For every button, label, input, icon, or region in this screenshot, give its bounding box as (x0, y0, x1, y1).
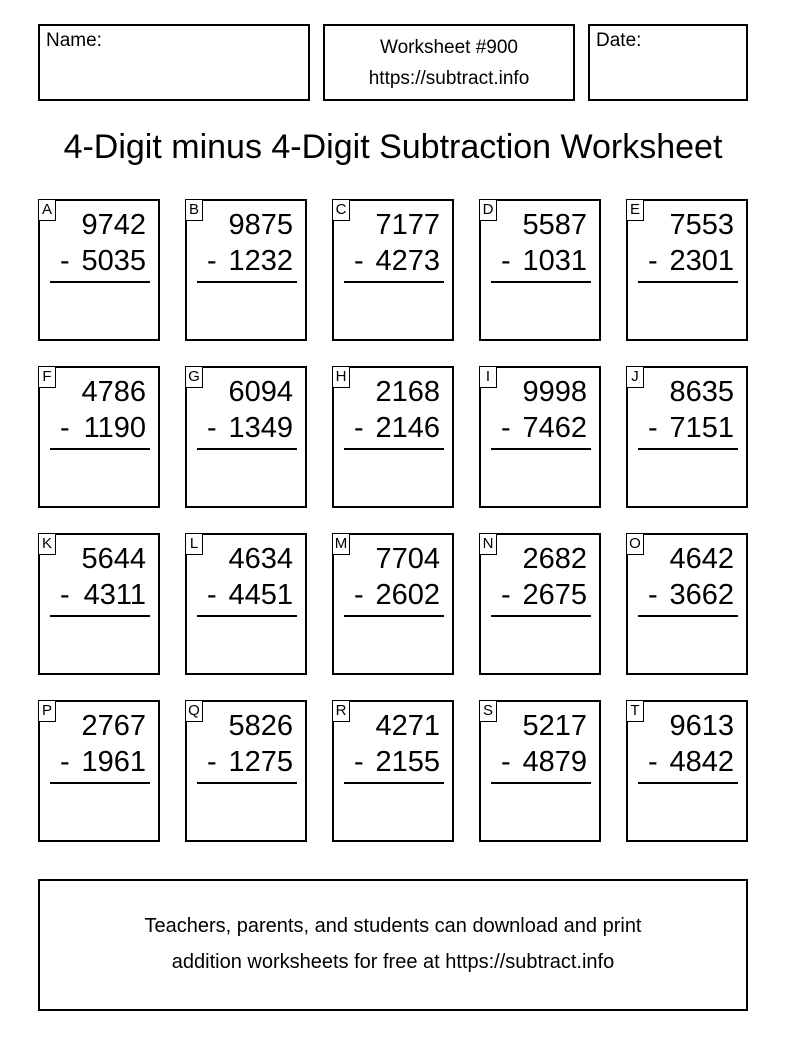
problem-letter: B (185, 199, 203, 221)
worksheet-number: Worksheet #900 (379, 37, 518, 58)
problem-letter: R (332, 700, 350, 722)
date-box (588, 24, 748, 101)
minus-sign: - (501, 245, 511, 277)
minus-sign: - (60, 412, 70, 444)
minuend: 5644 (81, 543, 146, 575)
problem-letter: D (479, 199, 497, 221)
problem-letter: E (626, 199, 644, 221)
minuend: 2682 (522, 543, 587, 575)
minus-sign: - (207, 412, 217, 444)
problem-card (185, 199, 307, 341)
problem-card (185, 700, 307, 842)
problem-letter: I (479, 366, 497, 388)
subtrahend: 4273 (375, 245, 440, 277)
name-label: Name: (46, 30, 102, 51)
minuend: 7177 (375, 209, 440, 241)
minus-sign: - (207, 245, 217, 277)
footer-line-1: Teachers, parents, and students can download and print (144, 915, 642, 937)
minuend: 7553 (669, 209, 734, 241)
minuend: 2168 (375, 376, 440, 408)
problem-card (626, 199, 748, 341)
minuend: 5217 (522, 710, 587, 742)
subtrahend: 4842 (669, 746, 734, 778)
problem-card (185, 533, 307, 675)
problem-card (479, 199, 601, 341)
minus-sign: - (60, 579, 70, 611)
minus-sign: - (648, 579, 658, 611)
subtrahend: 1275 (228, 746, 293, 778)
problem-letter: H (332, 366, 350, 388)
problem-letter: J (626, 366, 644, 388)
date-label: Date: (596, 30, 642, 51)
subtrahend: 2602 (375, 579, 440, 611)
problem-letter: M (332, 533, 350, 555)
minuend: 9875 (228, 209, 293, 241)
subtrahend: 5035 (81, 245, 146, 277)
subtrahend: 1031 (522, 245, 587, 277)
minuend: 4642 (669, 543, 734, 575)
problem-card (38, 533, 160, 675)
subtrahend: 1349 (228, 412, 293, 444)
problem-letter: T (626, 700, 644, 722)
subtrahend: 4879 (522, 746, 587, 778)
problem-letter: N (479, 533, 497, 555)
answer-line (197, 782, 297, 784)
subtrahend: 1961 (81, 746, 146, 778)
answer-line (197, 281, 297, 283)
answer-line (344, 615, 444, 617)
problem-letter: L (185, 533, 203, 555)
minuend: 4786 (81, 376, 146, 408)
subtrahend: 3662 (669, 579, 734, 611)
minus-sign: - (501, 579, 511, 611)
minuend: 7704 (375, 543, 440, 575)
answer-line (344, 448, 444, 450)
footer-line-2: addition worksheets for free at https://subtract.info (171, 951, 615, 973)
minuend: 5587 (522, 209, 587, 241)
answer-line (50, 615, 150, 617)
minuend: 9742 (81, 209, 146, 241)
minus-sign: - (354, 412, 364, 444)
minus-sign: - (648, 746, 658, 778)
problem-card (332, 700, 454, 842)
problem-letter: O (626, 533, 644, 555)
answer-line (344, 281, 444, 283)
minus-sign: - (354, 245, 364, 277)
subtrahend: 2146 (375, 412, 440, 444)
answer-line (491, 782, 591, 784)
problem-card (38, 366, 160, 508)
problem-letter: S (479, 700, 497, 722)
answer-line (50, 448, 150, 450)
minus-sign: - (648, 245, 658, 277)
problem-letter: G (185, 366, 203, 388)
problem-card (626, 700, 748, 842)
subtrahend: 7151 (669, 412, 734, 444)
answer-line (638, 448, 738, 450)
answer-line (197, 615, 297, 617)
minuend: 4634 (228, 543, 293, 575)
minus-sign: - (60, 245, 70, 277)
footer-box (38, 879, 748, 1011)
problem-card (479, 700, 601, 842)
answer-line (50, 782, 150, 784)
minus-sign: - (207, 579, 217, 611)
minuend: 8635 (669, 376, 734, 408)
answer-line (638, 615, 738, 617)
minus-sign: - (501, 412, 511, 444)
worksheet-info-box (323, 24, 575, 101)
subtrahend: 2675 (522, 579, 587, 611)
answer-line (638, 281, 738, 283)
subtrahend: 1190 (83, 412, 146, 444)
answer-line (491, 615, 591, 617)
minuend: 2767 (81, 710, 146, 742)
problem-letter: K (38, 533, 56, 555)
subtrahend: 4311 (83, 579, 146, 611)
minuend: 6094 (228, 376, 293, 408)
problem-letter: P (38, 700, 56, 722)
problem-card (626, 366, 748, 508)
problem-letter: C (332, 199, 350, 221)
minuend: 9613 (669, 710, 734, 742)
subtrahend: 1232 (228, 245, 293, 277)
minus-sign: - (648, 412, 658, 444)
problem-letter: Q (185, 700, 203, 722)
answer-line (491, 281, 591, 283)
minus-sign: - (60, 746, 70, 778)
problem-card (626, 533, 748, 675)
name-box (38, 24, 310, 101)
minus-sign: - (354, 579, 364, 611)
minus-sign: - (354, 746, 364, 778)
subtrahend: 2301 (669, 245, 734, 277)
page-title: 4-Digit minus 4-Digit Subtraction Worksheet (63, 128, 723, 166)
subtrahend: 4451 (228, 579, 293, 611)
answer-line (344, 782, 444, 784)
minus-sign: - (207, 746, 217, 778)
problem-card (332, 533, 454, 675)
minuend: 4271 (375, 710, 440, 742)
answer-line (50, 281, 150, 283)
answer-line (491, 448, 591, 450)
minuend: 9998 (522, 376, 587, 408)
subtrahend: 2155 (375, 746, 440, 778)
problem-letter: F (38, 366, 56, 388)
problem-card (479, 533, 601, 675)
worksheet-url: https://subtract.info (368, 68, 530, 89)
problem-card (38, 700, 160, 842)
problem-card (332, 199, 454, 341)
subtrahend: 7462 (522, 412, 587, 444)
problem-letter: A (38, 199, 56, 221)
problem-card (332, 366, 454, 508)
minus-sign: - (501, 746, 511, 778)
answer-line (197, 448, 297, 450)
problem-card (38, 199, 160, 341)
answer-line (638, 782, 738, 784)
problem-card (185, 366, 307, 508)
minuend: 5826 (228, 710, 293, 742)
problem-card (479, 366, 601, 508)
